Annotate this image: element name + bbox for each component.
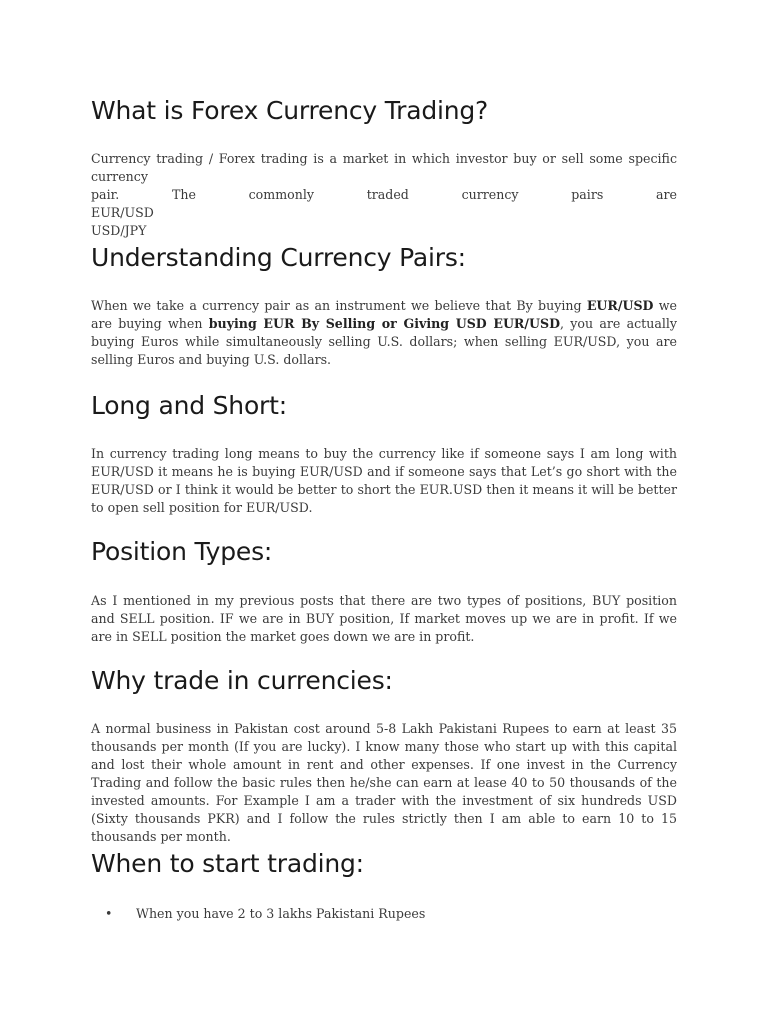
paragraph-forex-intro <box>91 150 677 240</box>
paragraph-long-short: In currency trading long means to buy the currency like if someone says I am long with EUR/USD it means he is buying EUR/USD and if someone says that Let’s go short with the EUR/USD or I think it would be better to short the EUR.USD then it means it will be better to open sell position for EUR/USD. <box>91 446 677 515</box>
pair-usdjpy: USD/JPY <box>91 223 147 238</box>
paragraph-position-types: As I mentioned in my previous posts that there are two types of positions, BUY position and SELL position. IF we are in BUY position, If market moves up we are in profit. If we are in SELL position the market goes down we are in profit. <box>91 593 677 644</box>
heading-long-short: Long and Short: <box>91 391 287 420</box>
intro-line-2: pair. The commonly traded currency pairs are <box>91 187 677 202</box>
heading-position-types: Position Types: <box>91 537 273 566</box>
bullet-icon: • <box>105 906 113 921</box>
pair-eurusd: EUR/USD <box>91 205 154 220</box>
intro-line-1: Currency trading / Forex trading is a market in which investor buy or sell some specific currency <box>91 151 677 184</box>
pairs-bold-eurusd: EUR/USD <box>586 298 654 313</box>
heading-why-trade: Why trade in currencies: <box>91 666 393 695</box>
pairs-text-b: we are buying when <box>91 298 677 331</box>
pairs-text-a: When we take a currency pair as an instrument we believe that By buying <box>91 298 587 313</box>
start-trading-list <box>91 905 425 923</box>
list-item <box>91 905 425 923</box>
heading-when-to-start: When to start trading: <box>91 849 364 878</box>
paragraph-why-trade: A normal business in Pakistan cost around 5-8 Lakh Pakistani Rupees to earn at least 35 thousands per month (If you are lucky). I know many those who start up with this capital and lost their whole amount in rent and other expenses. If one invest in the Currency Trading and follow the basic rules then he/she can earn at lease 40 to 50 thousands of the invested amounts. For Example I am a trader with the investment of six hundreds USD (Sixty thousands PKR) and I follow the rules strictly then I am able to earn 10 to 15 thousands per month. <box>91 721 677 844</box>
pairs-text-c: , you are actually buying Euros while simultaneously selling U.S. dollars; when selling EUR/USD, you are selling Euros and buying U.S. dollars. <box>91 316 677 367</box>
heading-what-is-forex: What is Forex Currency Trading? <box>91 96 489 125</box>
heading-understanding-pairs: Understanding Currency Pairs: <box>91 243 466 272</box>
paragraph-understanding-pairs <box>91 297 677 369</box>
list-item-text: When you have 2 to 3 lakhs Pakistani Rupees <box>136 906 426 921</box>
pairs-bold-buying: buying EUR By Selling or Giving USD EUR/USD <box>208 316 560 331</box>
